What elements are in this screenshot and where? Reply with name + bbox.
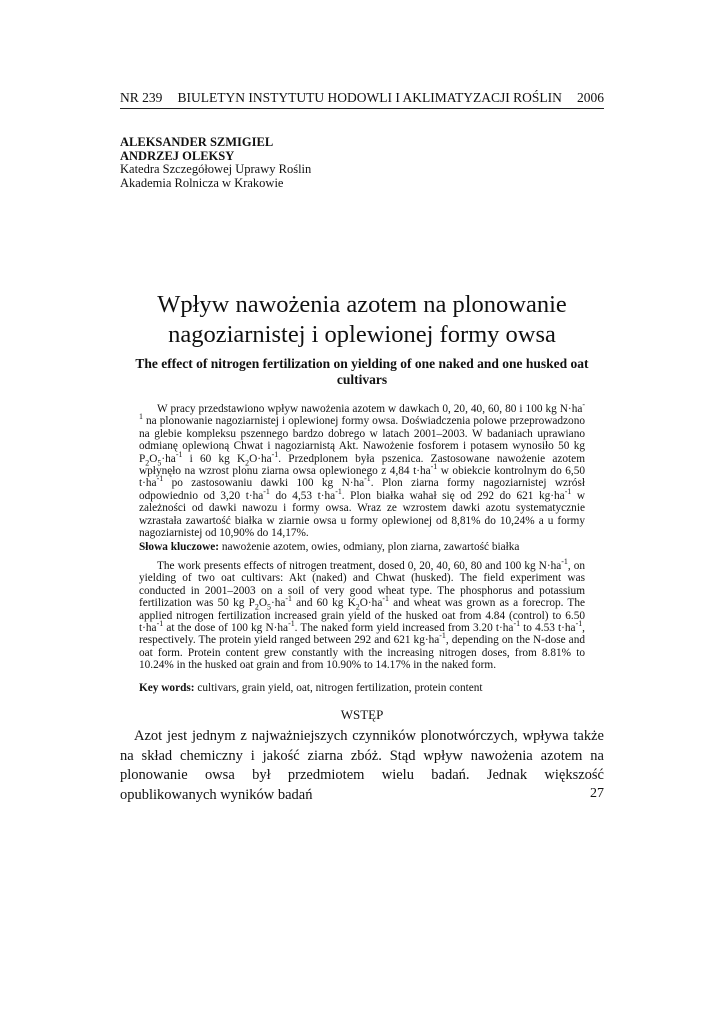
title-line: Wpływ nawożenia azotem na plonowanie [157, 291, 567, 318]
body-text [120, 727, 604, 805]
body-paragraph: Azot jest jednym z najważniejszych czynników plonotwórczych, wpływa także na skład chemiczny i jakość ziarna zbóż. Stąd wpływ nawożenia azotem na plonowanie owsa był przedmiotem wielu badań. Jednak większość opublikowanych wyników badań [120, 728, 604, 803]
journal-name: BIULETYN INSTYTUTU HODOWLI I AKLIMATYZACJI ROŚLIN [177, 90, 562, 105]
keywords-label: Słowa kluczowe: [139, 541, 220, 553]
keywords-text: nawożenie azotem, owies, odmiany, plon ziarna, zawartość białka [219, 541, 520, 553]
author-name: ALEKSANDER SZMIGIEL [120, 135, 274, 149]
issue-number: NR 239 [120, 90, 163, 105]
affiliation-line: Akademia Rolnicza w Krakowie [120, 175, 284, 190]
keywords-text: cultivars, grain yield, oat, nitrogen fertilization, protein content [194, 682, 483, 694]
english-title: The effect of nitrogen fertilization on yielding of one naked and one husked oat cultivars [135, 356, 589, 387]
abstract-english [139, 557, 586, 672]
paper-title [120, 290, 604, 350]
abstract-paragraph: The work presents effects of nitrogen treatment, dosed 0, 20, 40, 60, 80 and 100 kg $N\cdot ha^{-1}$, on yielding of two oat cultivars: Akt (naked) and Chwat (husked). The field experiment was conducted in 2001–2003 on a soil of very good wheat type. The phosphorus and potassium fertilization was 50 kg $P_2O_5\cdot ha^{-1}$ and 60 kg $K_2O\cdot ha^{-1}$ and wheat was grown as a forecrop. The applied nitrogen fertilization increased grain yield of the husked oat from 4.84 (control) to 6.50 $t\cdot ha^{-1}$ at the dose of 100 kg $N\cdot ha^{-1}$. The naked form yield increased from 3.20 $t\cdot ha^{-1}$ to 4.53 $t\cdot ha^{-1}$, respectively. The protein yield ranged between 292 and 621 $kg\cdot ha^{-1}$, depending on the N-dose and oat form. Protein content grew constantly with the increasing nitrogen doses, from 8.81% to 10.24% in the husked oat grain and from 10.90% to 14.17% in the naked form. [139, 557, 586, 672]
abstract-paragraph: W pracy przedstawiono wpływ nawożenia azotem w dawkach 0, 20, 40, 60, 80 i 100 kg $N\cdot ha^{-1}$ na plonowanie nagoziarnistej i oplewionej formy owsa. Doświadczenia polowe przeprowadzono na glebie kompleksu pszennego bardzo dobrego w latach 2001–2003. W badaniach uprawiano odmianę oplewioną Chwat i nagoziarnistą Akt. Nawożenie fosforem i potasem wynosiło 50 kg $P_2O_5\cdot ha^{-1}$ i 60 kg $K_2O\cdot ha^{-1}$. Przedplonem była pszenica. Zastosowane nawożenie azotem wpłynęło na wzrost plonu ziarna owsa oplewionego z 4,84 $t\cdot ha^{-1}$ w obiekcie kontrolnym do 6,50 $t\cdot ha^{-1}$ po zastosowaniu dawki 100 kg $N\cdot ha^{-1}$. Plon ziarna formy nagoziarnistej wzrósł odpowiednio od 3,20 $t\cdot ha^{-1}$ do 4,53 $t\cdot ha^{-1}$. Plon białka wahał się od 292 do 621 $kg\cdot ha^{-1}$ w zależności od dawki nawozu i formy owsa. Wraz ze wzrostem dawki azotu systematycznie wzrastała zawartość białka w ziarnie owsa u formy oplewionej od 8,81% do 10,24% a u formy nagoziarnistej od 10,90% do 14,17%. [139, 400, 586, 540]
running-header [120, 90, 604, 109]
publication-year: 2006 [577, 90, 604, 105]
author-block [120, 136, 600, 190]
title-line: nagoziarnistej i oplewionej formy owsa [168, 321, 556, 348]
abstract-polish [139, 400, 586, 540]
page-number: 27 [590, 786, 604, 801]
section-heading: WSTĘP [340, 707, 384, 722]
keywords-polish [139, 541, 585, 553]
affiliation-line: Katedra Szczegółowej Uprawy Roślin [120, 162, 312, 176]
keywords-label: Key words: [139, 682, 195, 694]
keywords-english [139, 682, 585, 694]
author-name: ANDRZEJ OLEKSY [120, 148, 235, 163]
